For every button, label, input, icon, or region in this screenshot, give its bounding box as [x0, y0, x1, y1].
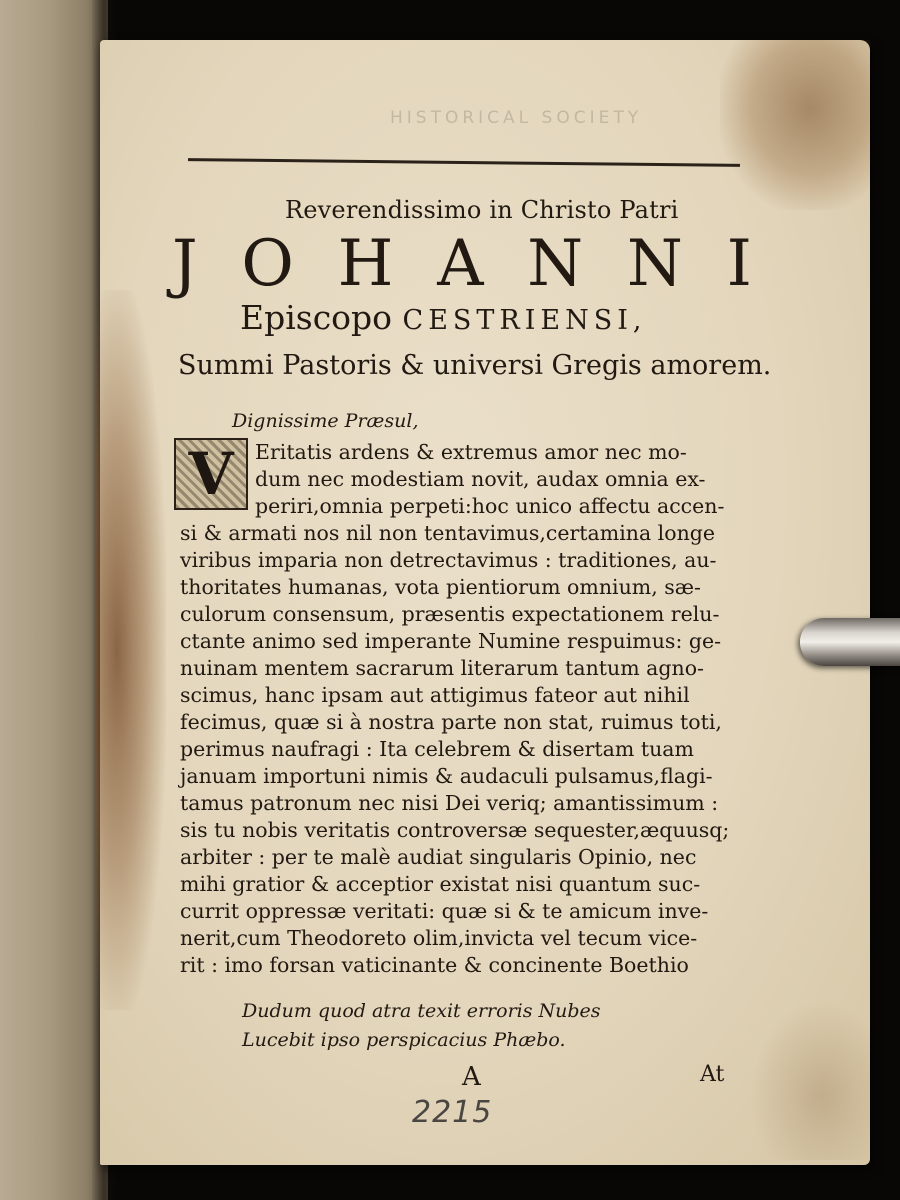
water-stain-left [96, 290, 166, 1010]
body-line: januam importuni nimis & audaculi pulsamus,flagi- [180, 764, 713, 788]
dropcap-letter: V [188, 440, 234, 508]
header-rule [188, 158, 740, 167]
body-line: periri,omnia perpeti:hoc unico affectu accen- [255, 494, 725, 518]
name-letter: N [626, 227, 683, 301]
verse-line: Lucebit ipso perspicacius Phæbo. [242, 1029, 566, 1051]
book-page [100, 40, 870, 1165]
body-line: sis tu nobis veritatis controversæ sequester,æquusq; [180, 818, 730, 842]
handwritten-number: 2215 [412, 1095, 493, 1130]
title-prefix: Episcopo [240, 298, 403, 337]
library-stamp: HISTORICAL SOCIETY [390, 108, 643, 128]
bishop-title [240, 298, 647, 337]
body-line: arbiter : per te malè audiat singularis Opinio, nec [180, 845, 697, 869]
body-line: perimus naufragi : Ita celebrem & disertam tuam [180, 737, 694, 761]
metal-pointer [800, 618, 900, 666]
name-letter: O [241, 227, 294, 301]
body-line: mihi gratior & acceptior existat nisi quantum suc- [180, 872, 701, 896]
water-stain-bottom [750, 1000, 870, 1160]
catchword: At [700, 1062, 725, 1087]
body-line: thoritates humanas, vota pientiorum omnium, sæ- [180, 575, 701, 599]
body-line: nerit,cum Theodoreto olim,invicta vel tecum vice- [180, 926, 698, 950]
addressee-name [172, 227, 752, 301]
body-line: nuinam mentem sacrarum literarum tantum agno- [180, 656, 704, 680]
title-smallcaps: CESTRIENSI, [402, 305, 647, 336]
body-line: fecimus, quæ si à nostra parte non stat, ruimus toti, [180, 710, 722, 734]
body-line: si & armati nos nil non tentavimus,certamina longe [180, 521, 716, 545]
body-line: dum nec modestiam novit, audax omnia ex- [255, 467, 706, 491]
salutation: Dignissime Præsul, [232, 410, 419, 432]
body-line: viribus imparia non detrectavimus : traditiones, au- [180, 548, 717, 572]
name-letter: H [337, 227, 394, 301]
body-line: Eritatis ardens & extremus amor nec mo- [255, 440, 687, 464]
name-letter: N [527, 227, 584, 301]
dedication-subtitle: Summi Pastoris & universi Gregis amorem. [178, 350, 772, 381]
addressee-line: Reverendissimo in Christo Patri [285, 196, 679, 224]
body-line: tamus patronum nec nisi Dei veriq; amantissimum : [180, 791, 719, 815]
body-line: rit : imo forsan vaticinante & concinente Boethio [180, 953, 689, 977]
verse-line: Dudum quod atra texit erroris Nubes [242, 1000, 601, 1022]
signature-mark: A [462, 1062, 481, 1092]
name-letter: I [726, 227, 752, 301]
decorated-initial [174, 438, 248, 510]
water-stain-top [720, 40, 870, 210]
body-line: culorum consensum, præsentis expectationem relu- [180, 602, 720, 626]
name-letter: A [437, 227, 484, 301]
name-letter: J [172, 227, 198, 301]
body-line: currit oppressæ veritati: quæ si & te amicum inve- [180, 899, 709, 923]
body-line: ctante animo sed imperante Numine respuimus: ge- [180, 629, 722, 653]
body-line: scimus, hanc ipsam aut attigimus fateor aut nihil [180, 683, 690, 707]
